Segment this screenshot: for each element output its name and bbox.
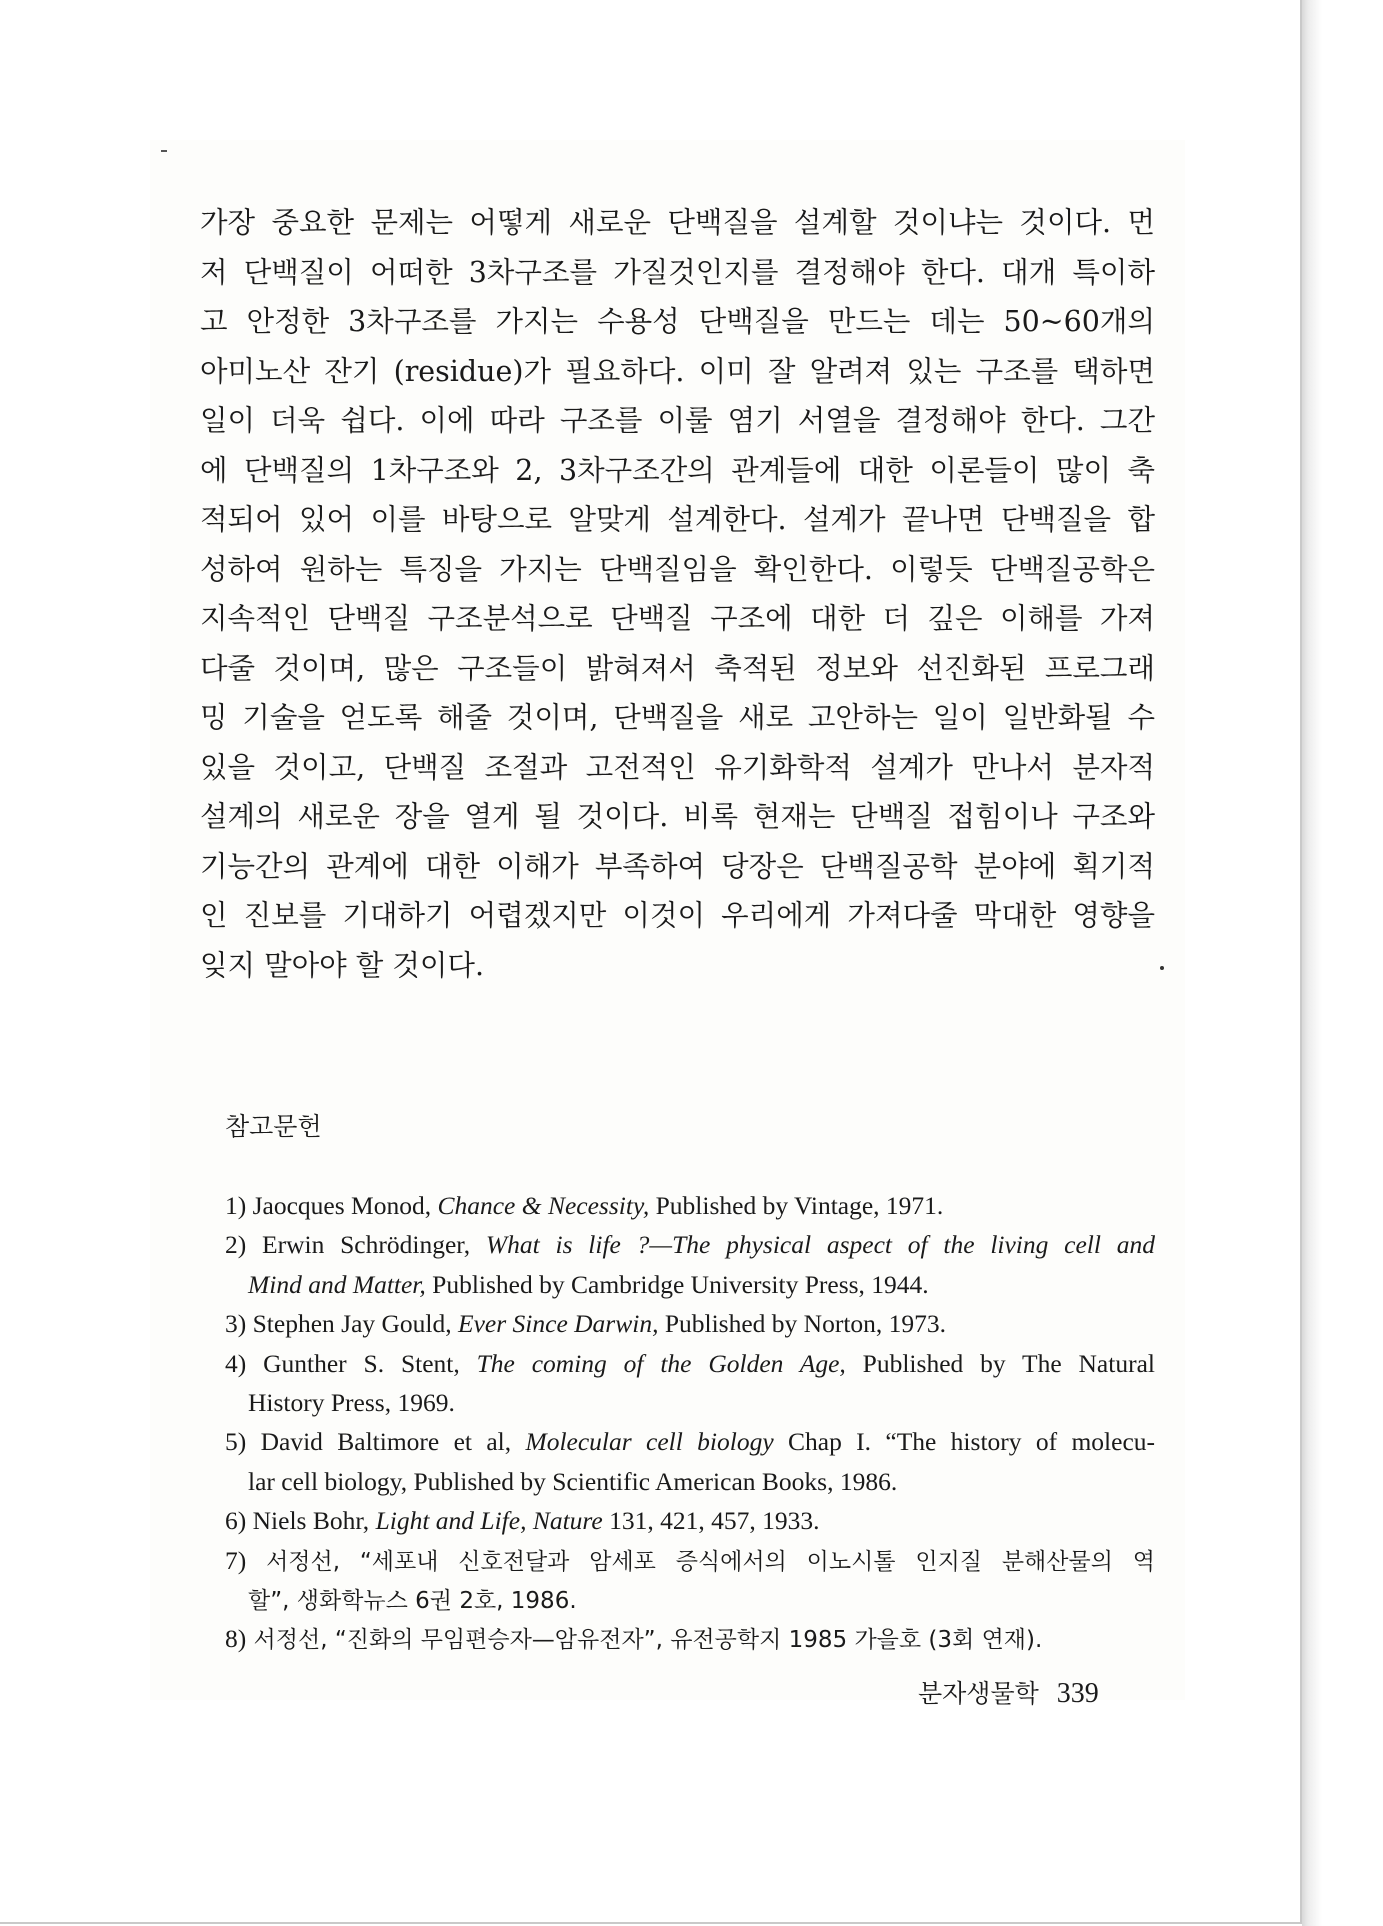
body-line: 잊지 말아야 할 것이다.	[200, 948, 485, 982]
reference-text: 131, 421, 457, 1933.	[602, 1506, 820, 1536]
reference-line	[225, 1619, 1155, 1658]
body-line: 적되어 있어 이를 바탕으로 알맞게 설계한다. 설계가 끝나면 단백질을 합	[200, 503, 1155, 536]
reference-line	[225, 1501, 1155, 1540]
reference-title: The coming of the Golden Age,	[476, 1348, 846, 1378]
references-heading: 참고문헌	[225, 1112, 322, 1141]
body-line: 다줄 것이며, 많은 구조들이 밝혀져서 축적된 정보와 선진화된 프로그래	[200, 651, 1155, 685]
reference-title: Ever Since Darwin,	[458, 1309, 659, 1339]
reference-title: What is life ?—The physical aspect of the living cell and	[485, 1230, 1156, 1260]
reference-line	[225, 1265, 1155, 1304]
reference-line	[225, 1344, 1155, 1383]
body-line: 설계의 새로운 장을 열게 될 것이다. 비록 현재는 단백질 접힘이나 구조와	[200, 800, 1155, 833]
body-line: 일이 더욱 쉽다. 이에 따라 구조를 이룰 염기 서열을 결정해야 한다. 그간	[200, 404, 1155, 437]
reference-text: lar cell biology, Published by Scientific American Books, 1986.	[248, 1466, 898, 1496]
reference-text: Erwin Schrödinger,	[246, 1230, 486, 1260]
reference-text: 할”, 생화학뉴스 6권 2호, 1986.	[248, 1587, 577, 1614]
body-line: 밍 기술을 얻도록 해줄 것이며, 단백질을 새로 고안하는 일이 일반화될 수	[200, 701, 1155, 734]
reference-item	[225, 1225, 1155, 1304]
reference-title: Mind and Matter,	[248, 1269, 426, 1299]
reference-text: Published by The Natural	[845, 1348, 1155, 1378]
reference-line	[225, 1304, 1155, 1343]
reference-text: Niels Bohr,	[246, 1506, 376, 1536]
body-line: 가장 중요한 문제는 어떻게 새로운 단백질을 설계할 것이냐는 것이다. 먼	[200, 206, 1155, 239]
reference-text: Gunther S. Stent,	[246, 1348, 477, 1378]
reference-line	[225, 1225, 1155, 1264]
reference-text: 서정선, “세포내 신호전달과 암세포 증식에서의 이노시톨 인지질 분해산물의 역	[246, 1548, 1155, 1575]
body-line: 에 단백질의 1차구조와 2, 3차구조간의 관계들에 대한 이론들이 많이 축	[200, 453, 1155, 487]
body-line: 저 단백질이 어떠한 3차구조를 가질것인지를 결정해야 한다. 대개 특이하	[200, 255, 1155, 289]
reference-text: History Press, 1969.	[248, 1387, 455, 1417]
reference-line	[225, 1383, 1155, 1422]
reference-text: Chap I. “The history of molecu-	[773, 1427, 1155, 1457]
body-line: 성하여 원하는 특징을 가지는 단백질임을 확인한다. 이렇듯 단백질공학은	[200, 552, 1155, 586]
reference-title: Chance & Necessity,	[437, 1191, 650, 1220]
body-line: 인 진보를 기대하기 어렵겠지만 이것이 우리에게 가져다줄 막대한 영향을	[200, 899, 1155, 932]
reference-item	[225, 1186, 1155, 1225]
reference-line	[225, 1422, 1155, 1461]
reference-line	[225, 1186, 1155, 1225]
reference-line	[225, 1541, 1155, 1580]
body-line: 기능간의 관계에 대한 이해가 부족하여 당장은 단백질공학 분야에 획기적	[200, 849, 1155, 883]
reference-text: 서정선, “진화의 무임편승자—암유전자”, 유전공학지 1985 가을호 (3회 연재).	[246, 1627, 1043, 1654]
reference-item	[225, 1422, 1155, 1501]
reference-text: Stephen Jay Gould,	[246, 1309, 459, 1339]
body-line: 고 안정한 3차구조를 가지는 수용성 단백질을 만드는 데는 50~60개의	[200, 305, 1155, 338]
reference-text: Jaocques Monod,	[246, 1191, 438, 1220]
reference-title: Molecular cell biology	[525, 1427, 774, 1457]
reference-number: 7)	[225, 1545, 247, 1575]
body-line: 있을 것이고, 단백질 조절과 고전적인 유기화학적 설계가 만나서 분자적	[200, 750, 1155, 784]
reference-item	[225, 1344, 1155, 1423]
reference-item	[225, 1541, 1155, 1620]
reference-number: 8)	[225, 1624, 247, 1654]
page-footer	[918, 1674, 1099, 1710]
reference-text: Published by Cambridge University Press, 1944.	[425, 1269, 929, 1299]
reference-number: 2)	[225, 1230, 247, 1260]
reference-number: 1)	[225, 1191, 247, 1220]
reference-line	[225, 1580, 1155, 1619]
page-number: 339	[1056, 1678, 1099, 1709]
body-paragraph	[200, 198, 1155, 990]
reference-item	[225, 1501, 1155, 1540]
reference-text: David Baltimore et al,	[246, 1427, 526, 1457]
viewer-margin	[1302, 0, 1383, 1926]
body-line: 지속적인 단백질 구조분석으로 단백질 구조에 대한 더 깊은 이해를 가져	[200, 602, 1155, 635]
running-title: 분자생물학	[918, 1679, 1039, 1708]
reference-line	[225, 1462, 1155, 1501]
reference-item	[225, 1619, 1155, 1658]
references-list	[225, 1186, 1155, 1659]
reference-title: Light and Life, Nature	[375, 1506, 603, 1536]
body-line: 아미노산 잔기 (residue)가 필요하다. 이미 잘 알려져 있는 구조를 택하면	[200, 354, 1155, 388]
reference-number: 6)	[225, 1506, 247, 1536]
reference-number: 3)	[225, 1309, 247, 1339]
scan-mark	[161, 150, 167, 152]
reference-item	[225, 1304, 1155, 1343]
reference-text: Published by Norton, 1973.	[658, 1309, 947, 1339]
reference-number: 4)	[225, 1348, 247, 1378]
scan-dot	[1160, 966, 1164, 970]
reference-text: Published by Vintage, 1971.	[649, 1191, 944, 1220]
reference-number: 5)	[225, 1427, 247, 1457]
